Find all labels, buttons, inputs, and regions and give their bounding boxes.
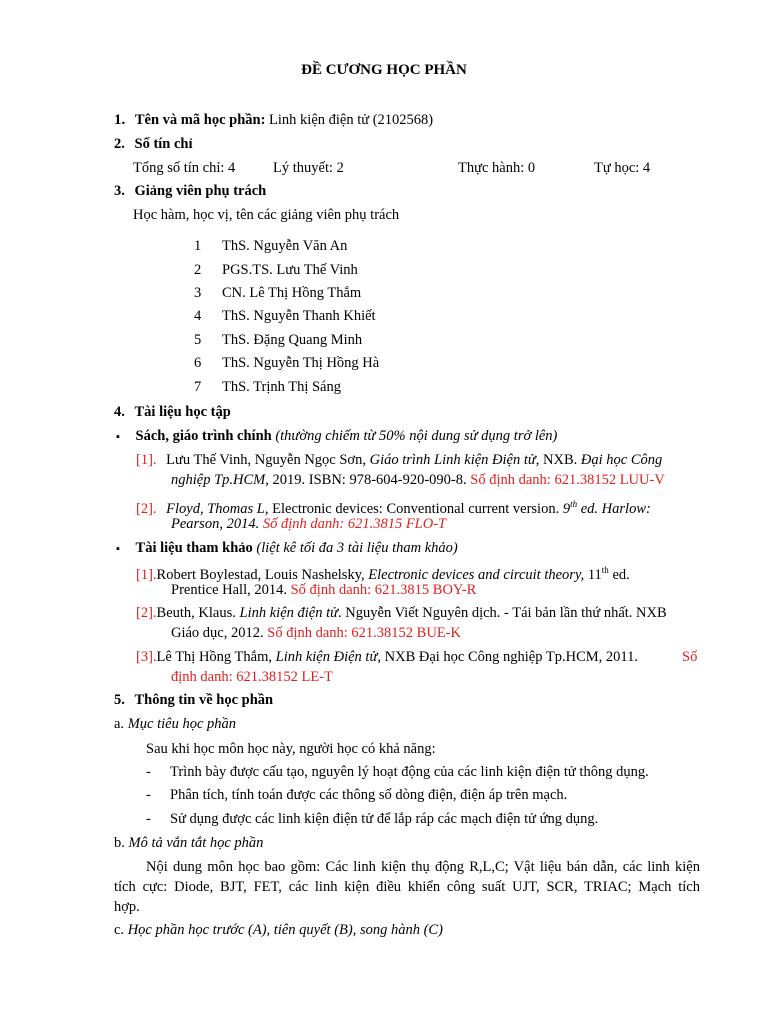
main-book-1 <box>136 450 662 470</box>
reference-text: , NXB Đại học Công nghiệp Tp.HCM, 2011. <box>377 649 638 665</box>
reference-text: Giáo dục, 2012. <box>171 625 268 641</box>
lecturer-item <box>194 377 341 397</box>
reference-text: . Nguyễn Viết Nguyên dịch. - Tái bản lần thứ nhất. NXB <box>338 605 667 621</box>
reference-edition: 9 <box>562 500 571 517</box>
lecturer-desc: Học hàm, học vị, tên các giảng viên phụ trách <box>133 207 400 223</box>
lecturer-number: 1 <box>194 238 202 254</box>
section-number: 3. <box>114 183 125 199</box>
ref-books-note: (liệt kê tối đa 3 tài liệu tham khảo) <box>252 540 458 556</box>
objectives-intro: Sau khi học môn học này, người học có khả năng: <box>146 741 436 757</box>
main-books-note: (thường chiếm từ 50% nội dung sử dụng trở lên) <box>271 428 558 444</box>
subsection-title: Mô tả vắn tắt học phần <box>128 835 264 851</box>
dash-icon: - <box>146 811 151 827</box>
main-book-1-line2 <box>171 470 665 490</box>
reference-text: , NXB. <box>535 452 581 468</box>
reference-text: Lê Thị Hồng Thắm, <box>156 649 276 665</box>
reference-title: Linh kiện điện tử <box>239 605 339 621</box>
objective-item <box>146 762 649 782</box>
section-number: 4. <box>114 404 125 420</box>
bullet-icon: ▪ <box>116 431 120 443</box>
ref-books-label: Tài liệu tham khảo <box>135 540 253 556</box>
reference-text: , 2019. ISBN: 978-604-920-090-8. <box>265 472 471 488</box>
reference-publisher: Pearson, 2014. <box>171 516 263 532</box>
lecturer-name: ThS. Nguyễn Thanh Khiết <box>222 308 376 324</box>
credits-total: Tổng số tín chỉ: 4 <box>133 160 236 176</box>
reference-text: Prentice Hall, 2014. <box>171 582 291 598</box>
subsection-title: Học phần học trước (A), tiên quyết (B), song hành (C) <box>127 922 443 938</box>
lecturer-name: ThS. Nguyễn Văn An <box>222 238 348 254</box>
lecturer-number: 5 <box>194 332 202 348</box>
subsection-letter: a. <box>114 716 128 732</box>
section-number: 5. <box>114 692 125 708</box>
reference-title: Linh kiện Điện tử <box>275 649 378 665</box>
subsection-c <box>114 920 443 940</box>
lecturer-item <box>194 353 379 373</box>
main-books-heading <box>116 426 557 447</box>
reference-title: Giáo trình Linh kiện Điện tử <box>369 452 536 468</box>
subsection-letter: b. <box>114 835 129 851</box>
reference-call-number: Số định danh: 621.38152 LUU-V <box>470 472 665 488</box>
credits-self: Tự học: 4 <box>594 160 651 176</box>
reference-author: Floyd, Thomas L, <box>166 500 269 517</box>
lecturer-number: 6 <box>194 355 202 371</box>
lecturer-name: ThS. Đặng Quang Minh <box>222 332 363 348</box>
lecturer-number: 2 <box>194 262 202 278</box>
ref-book-2-line2 <box>171 623 461 643</box>
ref-books-heading <box>116 538 458 559</box>
description-line: tích cực: Diode, BJT, FET, các linh kiện điều khiển công suất UJT, SCR, TRIAC; Mạch tích <box>114 879 700 895</box>
section-2 <box>114 134 193 154</box>
lecturer-number: 4 <box>194 308 202 324</box>
section-3 <box>114 181 266 201</box>
main-book-2-line2 <box>171 514 446 534</box>
bullet-icon: ▪ <box>116 543 120 555</box>
reference-text: Robert Boylestad, Louis Nashelsky, <box>156 566 369 583</box>
reference-number: [3]. <box>136 649 157 665</box>
reference-number: [1]. <box>136 566 157 583</box>
lecturer-item <box>194 260 358 280</box>
credits-practice: Thực hành: 0 <box>458 160 536 176</box>
reference-text: Beuth, Klaus. <box>156 605 240 621</box>
ref-book-3-tail: Số <box>682 649 698 665</box>
reference-text: 11 <box>584 566 602 583</box>
reference-publisher: nghiệp Tp.HCM <box>171 472 266 488</box>
subsection-b <box>114 833 263 853</box>
ref-book-2 <box>136 603 667 623</box>
subsection-title: Mục tiêu học phần <box>127 716 237 732</box>
reference-title: Electronic devices and circuit theory, <box>368 566 585 583</box>
main-books-label: Sách, giáo trình chính <box>135 428 272 444</box>
lecturer-item <box>194 306 376 326</box>
lecturer-number: 3 <box>194 285 202 301</box>
objective-text: Phân tích, tính toán được các thông số dòng điện, điện áp trên mạch. <box>170 787 568 803</box>
description-line: hợp. <box>114 899 140 915</box>
reference-title: Electronic devices: Conventional current version. <box>268 500 563 517</box>
lecturer-name: CN. Lê Thị Hồng Thắm <box>222 285 362 301</box>
section-label: Số tín chỉ <box>134 136 193 152</box>
reference-call-number: Số định danh: 621.3815 BOY-R <box>290 582 477 598</box>
reference-number: [1]. <box>136 452 157 468</box>
reference-call-number: Số định danh: 621.3815 FLO-T <box>262 516 447 532</box>
lecturer-item <box>194 330 362 350</box>
lecturer-item <box>194 283 361 303</box>
reference-number: [2]. <box>136 605 157 621</box>
page-title: ĐỀ CƯƠNG HỌC PHẦN <box>301 62 467 78</box>
reference-number: [2]. <box>136 500 157 517</box>
lecturer-name: PGS.TS. Lưu Thế Vinh <box>222 262 358 278</box>
reference-edition: ed. Harlow: <box>577 500 651 517</box>
reference-call-number: Số định danh: 621.38152 BUE-K <box>267 625 461 641</box>
ref-book-1-line2 <box>171 580 476 600</box>
lecturer-number: 7 <box>194 379 202 395</box>
objective-item <box>146 809 599 829</box>
ref-book-3 <box>136 647 638 667</box>
lecturer-name: ThS. Trịnh Thị Sáng <box>222 379 341 395</box>
section-label: Tên và mã học phần: <box>134 112 266 128</box>
dash-icon: - <box>146 787 151 803</box>
objective-text: Trình bày được cấu tạo, nguyên lý hoạt động của các linh kiện điện tử thông dụng. <box>170 764 649 780</box>
reference-text: ed. <box>608 566 630 583</box>
ref-book-3-line2: định danh: 621.38152 LE-T <box>171 669 333 685</box>
description-line: Nội dung môn học bao gồm: Các linh kiện thụ động R,L,C; Vật liệu bán dẫn, các linh kiện <box>146 859 700 875</box>
subsection-a <box>114 714 236 734</box>
lecturer-name: ThS. Nguyễn Thị Hồng Hà <box>222 355 380 371</box>
objective-item <box>146 785 568 805</box>
section-1 <box>114 110 433 130</box>
reference-publisher: Đại học Công <box>580 452 663 468</box>
section-4 <box>114 402 231 422</box>
superscript: th <box>601 565 609 575</box>
dash-icon: - <box>146 764 151 780</box>
section-5 <box>114 690 273 710</box>
objective-text: Sử dụng được các linh kiện điện tử để lắp ráp các mạch điện tử ứng dụng. <box>170 811 599 827</box>
credits-theory: Lý thuyết: 2 <box>273 160 344 176</box>
reference-text: Lưu Thế Vinh, Nguyễn Ngọc Sơn, <box>166 452 370 468</box>
section-label: Tài liệu học tập <box>134 404 231 420</box>
subsection-letter: c. <box>114 922 128 938</box>
section-label: Thông tin về học phần <box>134 692 274 708</box>
lecturer-item <box>194 236 347 256</box>
course-name: Linh kiện điện tử (2102568) <box>265 112 434 128</box>
section-label: Giảng viên phụ trách <box>134 183 267 199</box>
section-number: 1. <box>114 112 126 128</box>
section-number: 2. <box>114 136 125 152</box>
superscript: th <box>570 499 578 509</box>
